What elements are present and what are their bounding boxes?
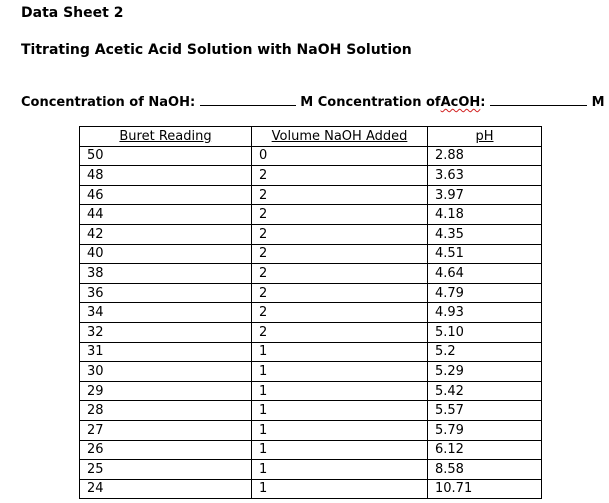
ph-cell: 2.88 [428, 146, 542, 166]
volume-naoh-cell: 1 [252, 342, 428, 362]
volume-naoh-cell: 1 [252, 381, 428, 401]
volume-naoh-cell: 0 [252, 146, 428, 166]
acoh-concentration-label [318, 95, 486, 110]
volume-naoh-cell: 2 [252, 322, 428, 342]
buret-reading-cell: 40 [80, 244, 252, 264]
ph-cell: 3.97 [428, 185, 542, 205]
ph-cell: 4.79 [428, 283, 542, 303]
ph-cell: 8.58 [428, 460, 542, 480]
header-ph: pH [428, 127, 542, 147]
volume-naoh-cell: 2 [252, 283, 428, 303]
ph-cell: 5.29 [428, 362, 542, 382]
buret-reading-cell: 34 [80, 303, 252, 323]
acoh-concentration-unit: M [591, 95, 605, 110]
table-row [80, 440, 542, 460]
table-header-row [80, 127, 542, 147]
table-row [80, 205, 542, 225]
table-row [80, 362, 542, 382]
volume-naoh-cell: 1 [252, 460, 428, 480]
volume-naoh-cell: 2 [252, 185, 428, 205]
ph-cell: 10.71 [428, 479, 542, 499]
volume-naoh-cell: 1 [252, 420, 428, 440]
buret-reading-cell: 31 [80, 342, 252, 362]
concentration-line [21, 92, 609, 110]
naoh-concentration-blank[interactable] [200, 92, 296, 106]
table-row [80, 401, 542, 421]
ph-cell: 5.42 [428, 381, 542, 401]
ph-cell: 3.63 [428, 166, 542, 186]
buret-reading-cell: 24 [80, 479, 252, 499]
ph-cell: 4.35 [428, 224, 542, 244]
buret-reading-cell: 29 [80, 381, 252, 401]
buret-reading-cell: 44 [80, 205, 252, 225]
volume-naoh-cell: 2 [252, 264, 428, 284]
experiment-title: Titrating Acetic Acid Solution with NaOH Solution [21, 42, 412, 58]
volume-naoh-cell: 1 [252, 440, 428, 460]
acoh-concentration-blank[interactable] [490, 92, 587, 106]
buret-reading-cell: 32 [80, 322, 252, 342]
header-volume-naoh-added: Volume NaOH Added [252, 127, 428, 147]
buret-reading-cell: 46 [80, 185, 252, 205]
buret-reading-cell: 38 [80, 264, 252, 284]
table-row [80, 322, 542, 342]
acoh-label-word: AcOH [440, 95, 481, 110]
buret-reading-cell: 36 [80, 283, 252, 303]
table-row [80, 303, 542, 323]
table-row [80, 420, 542, 440]
volume-naoh-cell: 2 [252, 224, 428, 244]
volume-naoh-cell: 2 [252, 244, 428, 264]
table-row [80, 146, 542, 166]
buret-reading-cell: 27 [80, 420, 252, 440]
ph-cell: 5.79 [428, 420, 542, 440]
naoh-concentration-label: Concentration of NaOH: [21, 95, 196, 110]
buret-reading-cell: 28 [80, 401, 252, 421]
buret-reading-cell: 30 [80, 362, 252, 382]
table-row [80, 166, 542, 186]
ph-cell: 4.51 [428, 244, 542, 264]
volume-naoh-cell: 1 [252, 362, 428, 382]
table-row [80, 381, 542, 401]
buret-reading-cell: 26 [80, 440, 252, 460]
ph-cell: 4.18 [428, 205, 542, 225]
buret-reading-cell: 42 [80, 224, 252, 244]
buret-reading-cell: 50 [80, 146, 252, 166]
buret-reading-cell: 48 [80, 166, 252, 186]
ph-cell: 5.10 [428, 322, 542, 342]
sheet-title: Data Sheet 2 [21, 5, 124, 21]
ph-cell: 4.64 [428, 264, 542, 284]
acoh-label-prefix: Concentration of [317, 95, 441, 110]
buret-reading-cell: 25 [80, 460, 252, 480]
ph-cell: 4.93 [428, 303, 542, 323]
volume-naoh-cell: 2 [252, 205, 428, 225]
acoh-label-suffix: : [480, 95, 486, 110]
volume-naoh-cell: 2 [252, 303, 428, 323]
table-row [80, 283, 542, 303]
table-row [80, 264, 542, 284]
volume-naoh-cell: 1 [252, 401, 428, 421]
table-body [80, 146, 542, 499]
ph-cell: 6.12 [428, 440, 542, 460]
titration-data-table [79, 126, 542, 499]
table-row [80, 185, 542, 205]
ph-cell: 5.2 [428, 342, 542, 362]
table-row [80, 224, 542, 244]
table-row [80, 460, 542, 480]
table-row [80, 479, 542, 499]
header-buret-reading: Buret Reading [80, 127, 252, 147]
volume-naoh-cell: 1 [252, 479, 428, 499]
ph-cell: 5.57 [428, 401, 542, 421]
naoh-concentration-unit: M [300, 95, 314, 110]
table-row [80, 342, 542, 362]
volume-naoh-cell: 2 [252, 166, 428, 186]
table-row [80, 244, 542, 264]
